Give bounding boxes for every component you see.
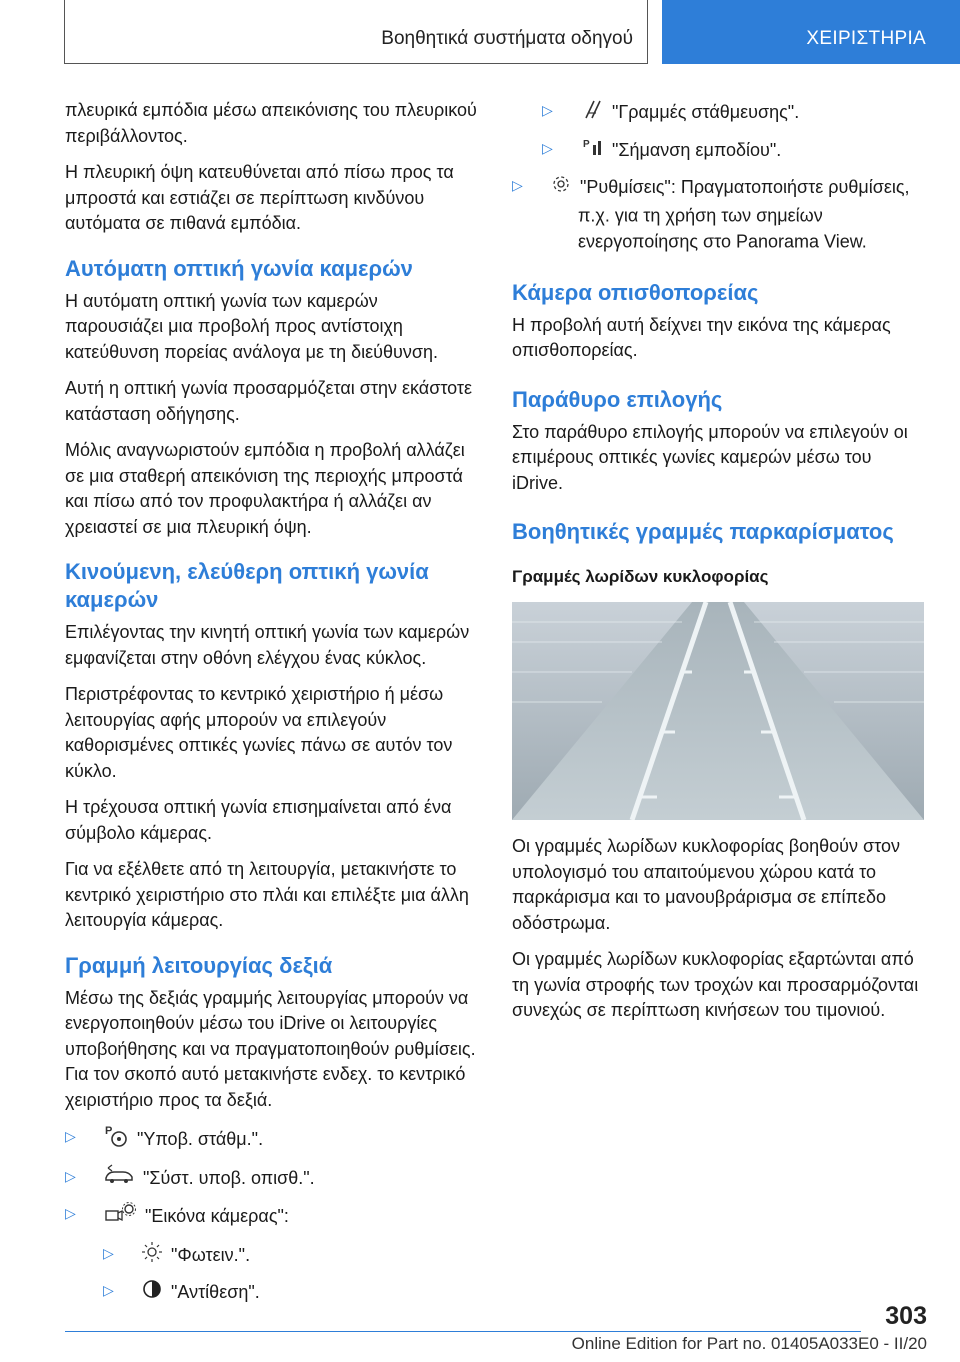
triangle-bullet-icon: ▷ (65, 1205, 76, 1221)
list-item (65, 1278, 477, 1308)
list-item (65, 1164, 477, 1194)
list-item (65, 1241, 477, 1271)
paragraph: Η τρέχουσα οπτική γωνία επισημαίνεται από ένα σύμβολο κάμερας. (65, 797, 452, 843)
paragraph: Αυτή η οπτική γωνία προσαρμόζεται στην εκάστοτε κατάσταση οδήγησης. (65, 378, 473, 424)
gear-icon (550, 173, 572, 203)
list-item-label: "Υποβ. στάθμ.". (137, 1129, 264, 1149)
obstacle-marking-icon (582, 136, 604, 166)
list-item (512, 136, 924, 166)
triangle-bullet-icon: ▷ (103, 1244, 114, 1261)
triangle-bullet-icon: ▷ (103, 1282, 114, 1298)
contrast-icon (141, 1278, 163, 1308)
triangle-bullet-icon: ▷ (65, 1128, 76, 1144)
chapter-tab-label: ΧΕΙΡΙΣΤΗΡΙΑ (806, 28, 926, 49)
section-heading-right-function-bar: Γραμμή λειτουργίας δεξιά (65, 952, 333, 978)
parking-assist-icon (103, 1124, 129, 1156)
section-title-box (64, 0, 648, 64)
triangle-bullet-icon: ▷ (542, 139, 553, 156)
paragraph: Μόλις αναγνωριστούν εμπόδια η προβολή αλλάζει σε μια σταθερή απεικόνιση της περιοχής μπροστά και πίσω από τον προφυλακτήρα ή αλλάζει αν χρειαστεί σε μια πλευρική όψη. (65, 440, 465, 537)
section-heading-selection-window: Παράθυρο επιλογής (512, 386, 723, 412)
triangle-bullet-icon: ▷ (512, 177, 523, 193)
page-number: 303 (885, 1302, 927, 1330)
list-item (512, 98, 924, 128)
parking-lines-icon (582, 98, 604, 128)
reverse-assist-car-icon (103, 1164, 135, 1194)
edition-footer: Online Edition for Part no. 01405A033E0 - II/20 (571, 1334, 927, 1353)
section-heading-free-camera-angle: Κινούμενη, ελεύθερη οπτική γωνία καμερών (65, 559, 429, 612)
paragraph: Οι γραμμές λωρίδων κυκλοφορίας βοηθούν στον υπολογισμό του απαιτούμενου χώρου κατά το παρκάρισμα και το μανουβράρισμα σε επίπεδο οδόστρωμα. (512, 836, 900, 933)
paragraph: Οι γραμμές λωρίδων κυκλοφορίας εξαρτώνται από τη γωνία στροφής των τροχών και προσαρμόζονται συνεχώς σε περίπτωση κινήσεων του τιμονιού. (512, 949, 919, 1020)
list-item-label: "Σήμανση εμποδίου". (612, 139, 782, 160)
brightness-icon (141, 1241, 163, 1271)
triangle-bullet-icon: ▷ (65, 1167, 76, 1184)
paragraph: Η πλευρική όψη κατευθύνεται από πίσω προς τα μπροστά και εστιάζει σε περίπτωση κινδύνου αυτόματα σε πιθανά εμπόδια. (65, 162, 454, 233)
section-title: Βοηθητικά συστήματα οδηγού (381, 28, 633, 49)
camera-settings-icon (103, 1201, 137, 1233)
paragraph: πλευρικά εμπόδια μέσω απεικόνισης του πλευρικού περιβάλλοντος. (65, 100, 477, 146)
paragraph: Η αυτόματη οπτική γωνία των καμερών παρουσιάζει μια προβολή προς αντίστοιχη κατεύθυνση πορείας ανάλογα με τη διεύθυνση. (65, 290, 438, 362)
triangle-bullet-icon: ▷ (542, 102, 553, 118)
left-column (65, 98, 477, 1316)
list-item-label: "Ρυθμίσεις": Πραγματοποιήστε ρυθμίσεις, π.χ. για τη χρήση των σημείων ενεργοποίησης στο Panorama View. (578, 177, 910, 251)
subheading-lane-lines: Γραμμές λωρίδων κυκλοφορίας (512, 567, 769, 586)
paragraph: Στο παράθυρο επιλογής μπορούν να επιλεγούν οι επιμέρους οπτικές γωνίες καμερών μέσω του iDrive. (512, 421, 908, 493)
chapter-tab[interactable] (662, 0, 960, 64)
list-item-label: "Σύστ. υποβ. οπισθ.". (143, 1167, 315, 1188)
list-item-label: "Εικόνα κάμερας": (145, 1206, 289, 1226)
svg-text:P: P (105, 1125, 113, 1137)
section-heading-parking-guide-lines: Βοηθητικές γραμμές παρκαρίσματος (512, 519, 894, 544)
list-item (512, 173, 924, 255)
list-item-label: "Αντίθεση". (171, 1282, 260, 1302)
paragraph: Μέσω της δεξιάς γραμμής λειτουργίας μπορούν να ενεργοποιηθούν μέσω του iDrive οι λειτουργίες υποβοήθησης και να πραγματοποιηθούν ρυθμίσεις. Για τον σκοπό αυτό μετακινήστε ενδεχ. το κεντρικό χειριστήριο προς τα δεξιά. (65, 987, 476, 1110)
lane-lines-illustration (512, 602, 924, 820)
section-heading-auto-camera-angle: Αυτόματη οπτική γωνία καμερών (65, 255, 413, 281)
list-item-label: "Γραμμές στάθμευσης". (612, 102, 800, 122)
svg-text:P: P (583, 138, 590, 150)
section-heading-rear-camera: Κάμερα οπισθοπορείας (512, 279, 759, 305)
paragraph: Για να εξέλθετε από τη λειτουργία, μετακινήστε το κεντρικό χειριστήριο στο πλάι και επιλέξτε μια άλλη λειτουργία κάμερας. (65, 859, 469, 930)
list-item (65, 1201, 477, 1233)
list-item-label: "Φωτειν.". (171, 1244, 251, 1265)
footer-divider (65, 1331, 861, 1332)
paragraph: Επιλέγοντας την κινητή οπτική γωνία των καμερών εμφανίζεται στην οθόνη ελέγχου ένας κύκλος. (65, 622, 470, 668)
paragraph: Η προβολή αυτή δείχνει την εικόνα της κάμερας οπισθοπορείας. (512, 314, 891, 360)
paragraph: Περιστρέφοντας το κεντρικό χειριστήριο ή μέσω λειτουργίας αφής μπορούν να επιλεγούν καθορισμένες οπτικές γωνίες πάνω σε αυτόν τον κύκλο. (65, 684, 453, 781)
page-header (64, 0, 960, 66)
right-column (512, 98, 924, 1035)
list-item (65, 1124, 477, 1156)
